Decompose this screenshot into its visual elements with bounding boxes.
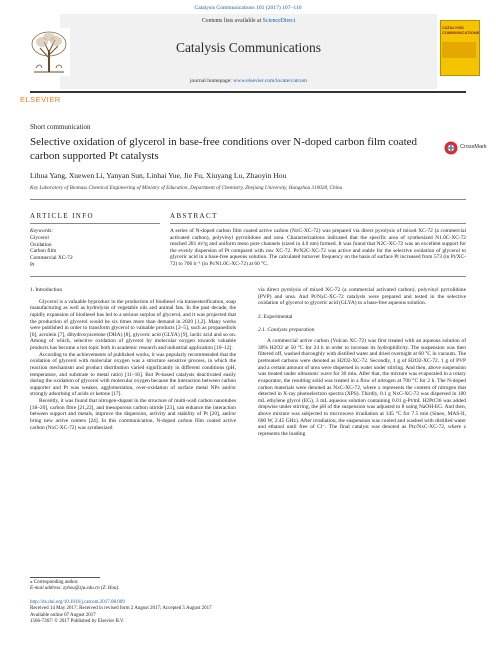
body-paragraph: A commercial active carbon (Vulcan XC-72) was first treated with an aqueous solution of 30% H2O2 at 50 °C for 24 h in order to increase its hydrophilicity. The suspension was then filtered off, washed thoroughly with distilled water and dried overnight at 60 °C in vacuum. The pretreated carbons were denoted as H2O2-XC-72. Secondly, 1 g of H2O2-XC-72, 1 g of PVP and a certain amount of urea were dispersed in water under stirring. And then, above suspension was treated under ultrasonic wave for 30 min. After that, the mixture was evaporated in a rotary evaporator, the resulting solid was treated in a flow of nitrogen at 700 °C for 2 h. The N-doped carbon materials were denoted as NxC-XC-72, where x represents the content of nitrogen that detected in X-ray photoelectron spectra (XPS). Thirdly, 0.1 g NxC-XC-72 was dispersed in 100 mL ethylene glycol (EG), 3 mL aqueous solution containing 0.01 g-Pt/mL H2PtCl6 was added dropwise under stirring, the pH of the suspension was adjusted to 8 using NaOH-EG. And then, above mixture was subjected to microwave irradiation at 145 °C for 7.5 min (Sineo, MAS-II, 600 W, 2.45 GHz). After irradiation, the suspension was cooled and washed with distilled water and ethanol until free of Cl⁻. The final catalyst was denoted as Ptz/NxC-XC-72, where z represents the loading [258, 338, 466, 437]
divider [30, 199, 466, 200]
keyword-item: Pt [30, 261, 35, 268]
online-date: Available online 07 August 2017 [30, 612, 96, 618]
contents-prefix: Contents lists available at [201, 18, 263, 24]
elsevier-wordmark: ELSEVIER [20, 95, 61, 104]
homepage-link[interactable]: www.elsevier.com/locate/catcom [233, 78, 308, 84]
introduction-heading: 1. Introduction [30, 287, 63, 293]
body-paragraph: Glycerol is a valuable byproduct in the production of biodiesel via transesterification, soap manufacturing as well as hydrolysis of vegetable oils and animal fats. In the past decade, the rapidly expansion of biodiesel has led to a serious surplus of glycerol, and it was projected that the production of glycerol would be six times more than demand in 2020 [1,2]. Many works were published in order to transform glycerol to valuable products [2–5], such as propanediols [6], acrolein [7], dihydroxyacetone (DHA) [8], glyceric acid (GLYA) [9], lactic acid and so on. Among of which, selective oxidation of glycerol by molecular oxygen towards valuable products has become a hot topic both in academic research and industrial application [10–12]. [30, 298, 236, 351]
body-paragraph: According to the achievements of published works, it was popularly recommended that the oxidation of glycerol with molecular oxygen was a structure sensitive process, in which the reaction mechanism and product distribution varied significantly in different conditions (pH, temperature, and substrate to metal ratio) [11–16]. But Pt-based catalysts deactivated easily during the oxidation of glycerol with molecular oxygen because the interaction between carbon supporter and Pt was weaker, agglomeration, over-oxidation of surface metal NPs and/or strongly adsorbing of acids or ketone [17]. [30, 351, 236, 398]
sciencedirect-link[interactable]: ScienceDirect [262, 18, 296, 24]
keyword-item: Oxidation [30, 241, 52, 248]
received-dates: Received 14 May 2017; Received in revised form 2 August 2017; Accepted 5 August 2017 [30, 606, 212, 612]
body-column-left [30, 287, 236, 431]
doi-link[interactable]: http://dx.doi.org/10.1016/j.catcom.2017.08.009 [30, 600, 125, 605]
elsevier-tree-icon [28, 28, 70, 76]
journal-title: Catalysis Communications [175, 40, 322, 55]
divider [170, 223, 466, 224]
body-column-right [258, 287, 466, 438]
keyword-item: Carbon film [30, 248, 57, 255]
keyword-item: Glycerol [30, 234, 49, 241]
footnote [30, 580, 119, 593]
cover-title: CATALYSIS COMMUNICATIONS [442, 25, 480, 35]
body-paragraph: Recently, it was found that nitrogen-dopant in the structure of multi-wall carbon nanotubes [18–20], carbon fibre [21,22], and mesoporous carbon nitride [23], can enhance the interaction between support and metals, improve the dispersion, activity and stability of Pt [20], and/or bring new active centers [24]. In this communication, N-doped carbon film coated active carbon (NxC-XC-72) was synthesized [30, 398, 236, 431]
homepage-prefix: journal homepage: [189, 78, 234, 84]
article-title: Selective oxidation of glycerol in base-free conditions over N-doped carbon film coated carbon supported Pt catalysts [30, 136, 418, 162]
issn-copyright: 1566-7367/ © 2017 Published by Elsevier B.V. [30, 619, 125, 625]
divider [30, 223, 160, 224]
abstract-heading: ABSTRACT [170, 212, 218, 220]
journal-citation[interactable]: Catalysis Communications 101 (2017) 107–110 [194, 5, 302, 11]
body-paragraph: via direct pyrolysis of mixed XC-72 (a commercial activated carbon), polyvinyl pyrrolidone (PVP) and urea. And Pt/NxC-XC-72 catalysts were prepared and tested in the selective oxidation of glycerol to glyceric acid (GLYA) in a base-free aqueous solution. [258, 287, 466, 307]
publication-history [30, 600, 212, 626]
keywords-list [30, 228, 73, 269]
footnote-rule [30, 577, 100, 578]
divider [30, 276, 466, 277]
author-affiliation: Key Laboratory of Biomass Chemical Engineering of Ministry of Education, Department of Chemistry, Zhejiang University, Hangzhou 310028, China [30, 185, 343, 191]
crossmark-label[interactable]: CrossMark [460, 144, 487, 150]
contents-line [60, 18, 437, 24]
email-note[interactable]: E-mail address: zyhou@zju.edu.cn (Z. Hou). [30, 586, 120, 592]
catalysts-preparation-heading: 2.1. Catalysts preparation [258, 326, 315, 333]
abstract-text: A series of N-doped carbon film coated active carbon (NxC-XC-72) was prepared via direct pyrolysis of mixed XC-72 (a commercial activated carbon), polyvinyl pyrrolidone and urea. Characterizations indicated that the specific area of synthesized N1.0C-XC-72 reached 281 m²/g and uniform meso pore channels (sized in 4.0 nm) formed. It was found that N2C-XC-72 was an excellent support for the evenly dispersion of Pt compared with raw XC-72. Pt/N2C-XC-72 was active and stable for the selective oxidation of glycerol to glyceric acid in a base-free aqueous solution. The calculated turnover frequency on the basis of surface Pt increased from 573 (in Pt/XC-72) to 706 h⁻¹ (in Pt/N1.0C-XC-72) at 60 °C. [170, 228, 466, 267]
article-section-type: Short communication [30, 123, 91, 131]
cover-stripe [442, 42, 476, 58]
keyword-item: Commercial XC-72 [30, 255, 73, 262]
article-info-heading: ARTICLE INFO [30, 212, 95, 220]
keywords-label: Keywords: [30, 228, 54, 234]
journal-homepage [60, 78, 437, 84]
experimental-heading: 2. Experimental [258, 313, 293, 320]
corresponding-author-note: ⁎ Corresponding author. [30, 580, 79, 585]
author-list: Lihua Yang, Xuewen Li, Yanyan Sun, Linhai Yue, Jie Fu, Xiuyang Lu, Zhaoyin Hou [30, 171, 287, 180]
header-rule [30, 91, 466, 93]
